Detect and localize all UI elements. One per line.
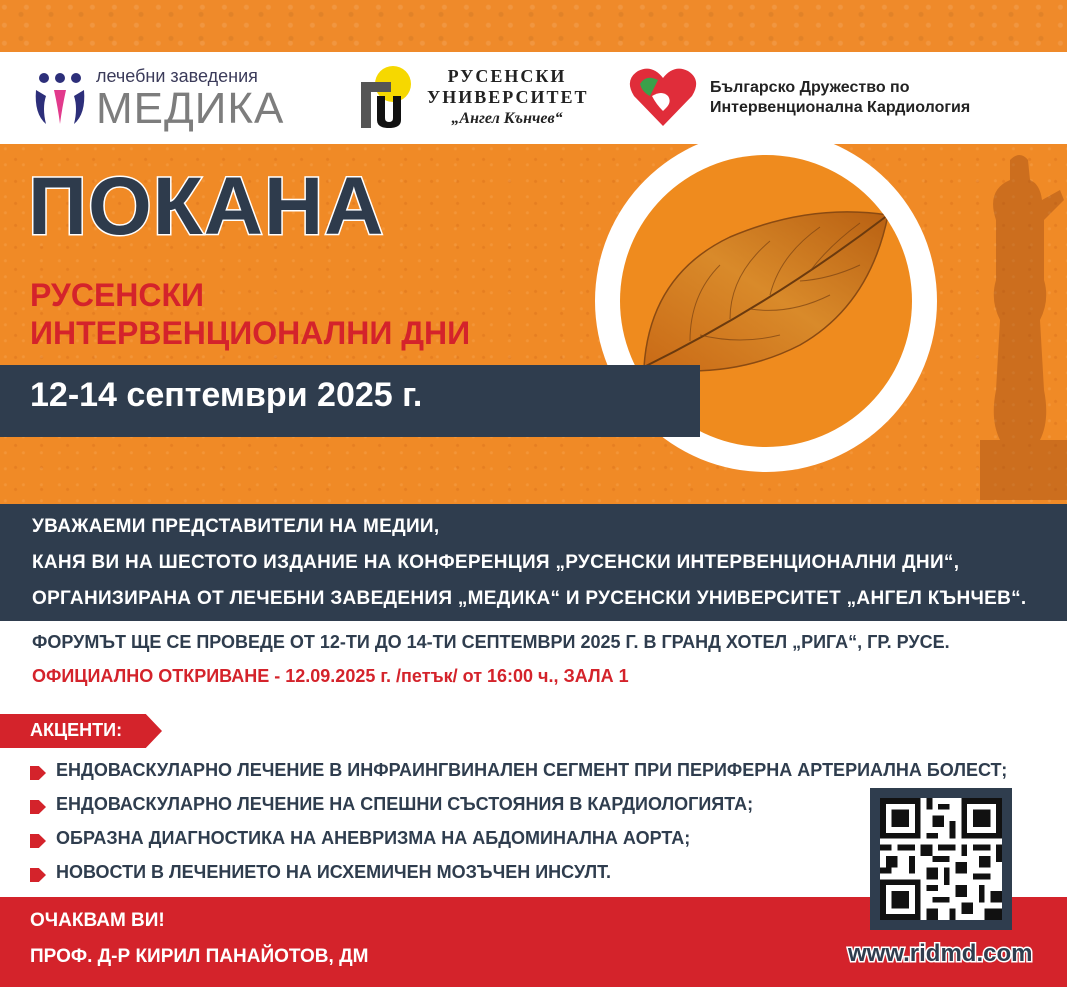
logo-cardiology-society — [628, 66, 1058, 130]
opening-info: ОФИЦИАЛНО ОТКРИВАНЕ - 12.09.2025 г. /петък/ от 16:00 ч., ЗАЛА 1 — [32, 666, 629, 686]
medika-subtitle: лечебни заведения — [96, 66, 258, 86]
invitation-line3: ОРГАНИЗИРАНА ОТ ЛЕЧЕБНИ ЗАВЕДЕНИЯ „МЕДИКА“ И РУСЕНСКИ УНИВЕРСИТЕТ „АНГЕЛ КЪНЧЕВ“. — [32, 588, 1027, 609]
university-ru-icon — [355, 64, 415, 132]
medika-name: МЕДИКА — [96, 84, 285, 133]
event-name-line2: ИНТЕРВЕНЦИОНАЛНИ ДНИ — [30, 315, 471, 351]
invitation-line2: КАНЯ ВИ НА ШЕСТОТО ИЗДАНИЕ НА КОНФЕРЕНЦИЯ „РУСЕНСКИ ИНТЕРВЕНЦИОНАЛНИ ДНИ“, — [32, 552, 960, 573]
highlight-text: ЕНДОВАСКУЛАРНО ЛЕЧЕНИЕ В ИНФРАИНГВИНАЛЕН СЕГМЕНТ ПРИ ПЕРИФЕРНА АРТЕРИАЛНА БОЛЕСТ; — [56, 760, 1008, 780]
medika-people-icon — [30, 68, 90, 128]
event-name — [30, 276, 470, 352]
event-name-line1: РУСЕНСКИ — [30, 277, 205, 313]
closing-text: ОЧАКВАМ ВИ! — [30, 910, 165, 931]
top-decorative-stripe — [0, 0, 1067, 52]
heart-icon — [628, 66, 698, 128]
signature: ПРОФ. Д-Р КИРИЛ ПАНАЙОТОВ, ДМ — [30, 946, 369, 967]
qr-code-frame — [870, 788, 1012, 930]
logo-medika — [30, 66, 310, 132]
website-link[interactable]: www.ridmd.com — [848, 940, 1033, 967]
society-name-line2: Интервенционална Кардиология — [710, 99, 971, 116]
university-name-line1: РУСЕНСКИ — [447, 66, 567, 86]
university-name-line3: „Ангел Кънчев“ — [451, 110, 563, 127]
bullet-arrow-icon — [30, 800, 46, 814]
venue-info: ФОРУМЪТ ЩЕ СЕ ПРОВЕДЕ ОТ 12-ТИ ДО 14-ТИ СЕПТЕМВРИ 2025 Г. В ГРАНД ХОТЕЛ „РИГА“, ГР. РУСЕ. — [32, 632, 950, 652]
highlight-text: ЕНДОВАСКУЛАРНО ЛЕЧЕНИЕ НА СПЕШНИ СЪСТОЯНИЯ В КАРДИОЛОГИЯТА; — [56, 794, 754, 814]
highlights-label: АКЦЕНТИ: — [30, 720, 123, 740]
university-name-line2: УНИВЕРСИТЕТ — [427, 87, 589, 107]
society-name-line1: Българско Дружество по — [710, 79, 910, 96]
bullet-arrow-icon — [30, 766, 46, 780]
bullet-arrow-icon — [30, 868, 46, 882]
page-title: ПОКАНА — [28, 161, 385, 252]
highlight-text: НОВОСТИ В ЛЕЧЕНИЕТО НА ИСХЕМИЧЕН МОЗЪЧЕН ИНСУЛТ. — [56, 862, 612, 882]
logo-ruse-university — [355, 62, 595, 134]
qr-code-icon[interactable] — [880, 798, 1002, 920]
invitation-line1: УВАЖАЕМИ ПРЕДСТАВИТЕЛИ НА МЕДИИ, — [32, 516, 440, 537]
highlight-text: ОБРАЗНА ДИАГНОСТИКА НА АНЕВРИЗМА НА АБДОМИНАЛНА АОРТА; — [56, 828, 691, 848]
statue-icon — [940, 150, 1067, 500]
bullet-arrow-icon — [30, 834, 46, 848]
event-date: 12-14 септември 2025 г. — [30, 376, 423, 414]
